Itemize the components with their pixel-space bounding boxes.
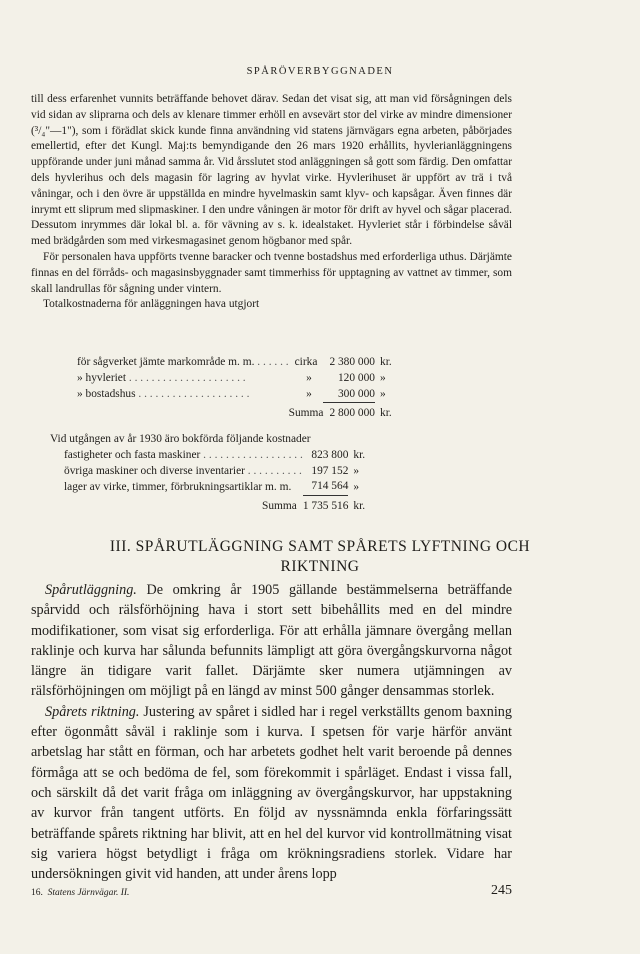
total-label: Summa	[288, 407, 324, 420]
footer-signature: 16. Statens Järnvägar. II.	[31, 888, 130, 898]
cost-amount: 823 800	[311, 448, 349, 461]
paragraph-lead: Spårets riktning.	[45, 703, 140, 720]
cost-prefix: »	[306, 387, 312, 400]
cost-amount: 714 564	[311, 480, 349, 493]
section-heading-line: III. SPÅRUTLÄGGNING SAMT SPÅRETS LYFTNING OCH	[109, 538, 531, 555]
paragraph-track-alignment: Spårets riktning. Justering av spåret i sidled har i regel verkställts genom baxning efter ögonmått såväl i raklinje som i kurva. I spetsen för varje härför använt arbetslag har stått en förman, och har arbetets godhet helt varit beroende på dennes förmåga att se och bedöma de fel, som förekommit i spårläget. Endast i vissa fall, och särskilt då det varit fråga om inläggning av övergångskurvor, har uppstakning av kurvor från tangent utförts. En följd av nyssnämnda enkla förfaringssätt beträffande spårets riktning har blivit, att en hel del kurvor vid kontrollmätning visat sig variera högst betydligt i fråga om krökningsradiens storlek. Vidare har undersökningen givit vid handen, att under årens lopp	[31, 703, 512, 883]
cost-prefix: cirka	[294, 356, 318, 368]
cost-unit: »	[353, 464, 360, 477]
cost-amount: 197 152	[311, 464, 349, 477]
paragraph-total-costs-intro: Totalkostnaderna för anläggningen hava utgjort	[43, 298, 260, 311]
cost-unit: »	[353, 480, 360, 493]
table-row	[77, 387, 398, 403]
table-row	[50, 432, 371, 448]
cost-unit: kr.	[353, 448, 366, 461]
paragraph-personnel: För personalen hava uppförts tvenne baracker och tvenne bostadshus med erforderliga uthus. Därjämte finnas en del förråds- och magasinsbyggnader samt timmerhiss för upptagning av vattnet av timmer, som skall landrullas för sågning under vintern.	[31, 250, 512, 295]
table-row	[50, 479, 371, 495]
booked-costs-intro: Vid utgången av år 1930 äro bokförda följande kostnader	[50, 433, 311, 445]
cost-label: fastigheter och fasta maskiner . . . . . . . . . . . . . . . . . .	[64, 448, 303, 461]
total-row	[50, 496, 371, 515]
page-number: 245	[491, 883, 512, 898]
table-row	[77, 371, 398, 387]
paragraph-track-laying: Spårutläggning. De omkring år 1905 gällande bestämmelserna beträffande spårvidd och rälsförhöjning hava i stort sett bibehållits med en del mindre modifikationer, som visat sig erforderliga. För att erhålla jämnare övergång mellan raklinje och kurva har sålunda befunnits lämpligt att göra övergångskurvorna något längre än tidigare varit fallet. Därjämte sker numera utjämningen av rälsförhöjningen om möjligt på en längd av minst 500 gånger densammas storlek.	[31, 582, 512, 700]
cost-unit: »	[380, 387, 386, 400]
cost-unit: kr.	[380, 356, 392, 368]
cost-label: » hyvleriet . . . . . . . . . . . . . . . . . . . . .	[77, 371, 246, 384]
running-head: SPÅRÖVERBYGGNADEN	[246, 66, 394, 77]
cost-amount: 300 000	[337, 387, 375, 400]
section-heading-line: RIKTNING	[280, 558, 360, 575]
construction-cost-table	[77, 355, 398, 422]
total-amount: 2 800 000	[323, 403, 375, 422]
total-unit: kr.	[380, 407, 392, 420]
total-row	[77, 403, 398, 422]
cost-label: övriga maskiner och diverse inventarier . . . . . . . . . .	[64, 464, 302, 477]
total-unit: kr.	[353, 499, 366, 512]
cost-amount: 120 000	[337, 371, 375, 384]
paragraph-lead: Spårutläggning.	[45, 582, 137, 598]
total-amount: 1 735 516	[303, 496, 349, 515]
main-text-section	[31, 580, 512, 884]
table-row	[77, 355, 398, 371]
table-row	[50, 464, 371, 480]
total-label: Summa	[262, 499, 297, 512]
cost-label: lager av virke, timmer, förbrukningsartiklar m. m.	[64, 480, 292, 493]
table-row	[50, 448, 371, 464]
cost-amount: 2 380 000	[329, 356, 375, 368]
cost-prefix: »	[306, 371, 312, 384]
cost-label: för sågverket jämte markområde m. m. . . . . . .	[77, 356, 289, 368]
small-print-section	[31, 92, 512, 313]
cost-unit: »	[380, 371, 386, 384]
section-heading	[0, 537, 640, 577]
booked-cost-table	[50, 432, 371, 515]
cost-label: » bostadshus . . . . . . . . . . . . . . . . . . . .	[77, 387, 250, 400]
paragraph-sawmill-planing: till dess erfarenhet vunnits beträffande behovet därav. Sedan det visat sig, att man vid försågningen dels vid sidan av sliprarna och dels av klenare timmer erhöll en avsevärt stor del virke av mindre dimensioner (³/₄"—1"), som i förädlat skick kunde finna användning vid statens järnvägars egna arbeten, påbörjades emellertid, efter det Kungl. Maj:ts bemyndigande den 26 mars 1920 erhållits, hyvlerianläggningens uppförande under juni månad samma år. Vid årsslutet stod anläggningen så gott som färdig. Den omfattar dels hyvlerihus och dels magasin för lagring av hyvlat virke. Hyvlerihuset är uppfört av trä i två våningar, och i den övre är uppställda en mindre hyvelmaskin samt klyv- och kapsågar. Även finnes där inrymt ett sliprum med slipmaskiner. I den undre våningen är motor för drift av hyvel och sågar placerad. Dessutom inrymmes där lokal bl. a. för vävning av s. k. idealstaket. Hyvleriet står i förbindelse såväl med brädgården som med virkesmagasinet genom högbanor med spår.	[31, 93, 512, 248]
